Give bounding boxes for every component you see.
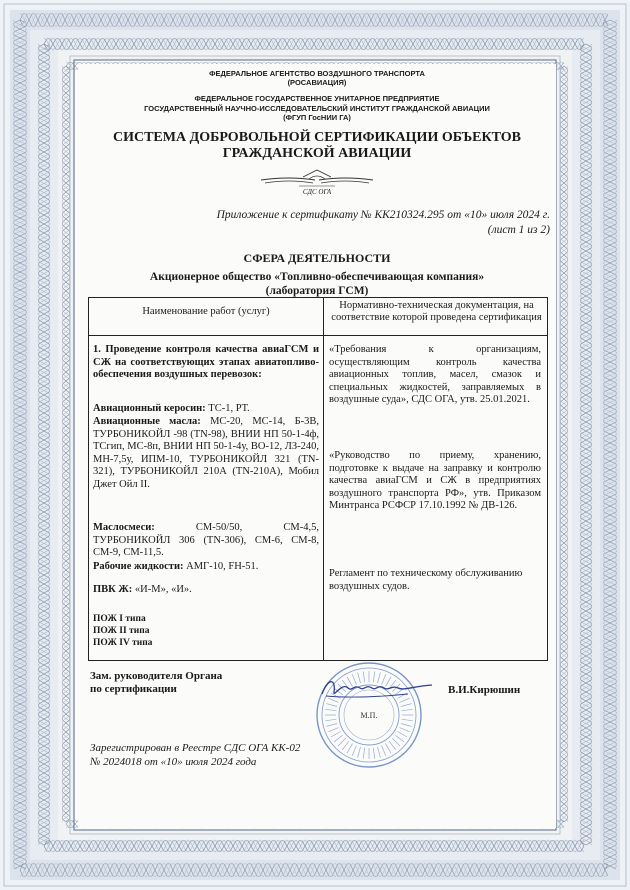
table-header-divider bbox=[89, 335, 547, 336]
signer-name: В.И.Кирюшин bbox=[448, 684, 521, 696]
signer-title-line-1: Зам. руководителя Органа bbox=[90, 670, 223, 682]
pvk-value: «И-М», «И». bbox=[132, 584, 192, 595]
oil-mixtures-row bbox=[93, 522, 319, 560]
company-name bbox=[78, 270, 556, 298]
pvk-label: ПВК Ж: bbox=[93, 584, 133, 595]
fluids-label: Рабочие жидкости: bbox=[93, 561, 184, 572]
signer-title bbox=[90, 670, 222, 696]
logo-text: СДС ОГА bbox=[302, 188, 332, 196]
system-title-line-1: СИСТЕМА ДОБРОВОЛЬНОЙ СЕРТИФИКАЦИИ ОБЪЕКТОВ bbox=[112, 130, 522, 145]
sds-oga-logo bbox=[259, 167, 375, 197]
mixtures-label: Маслосмеси: bbox=[93, 522, 155, 533]
organization-header bbox=[78, 94, 556, 123]
aviation-oils-row bbox=[93, 416, 319, 491]
company-line-1: Акционерное общество «Топливно-обеспечивающая компания» bbox=[149, 271, 485, 283]
poz-type-4: ПОЖ IV типа bbox=[93, 638, 153, 648]
registry-record bbox=[90, 742, 300, 769]
column-header-documentation: Нормативно-техническая документация, на соответствие которой проведена сертификация bbox=[331, 300, 542, 323]
agency-header bbox=[78, 69, 556, 87]
stamp-mp-text: М.П. bbox=[360, 711, 378, 720]
company-line-2: (лаборатория ГСМ) bbox=[265, 285, 369, 297]
certificate-content bbox=[78, 64, 556, 828]
regulation-guide: «Руководство по приему, хранению, подготовке к выдаче на заправку и контролю качества авиаГСМ и СЖ в предприятиях воздушного транспорта РФ», утв. Приказом Минтранса РСФСР 17.10.1992 № ДВ-126. bbox=[329, 450, 541, 511]
kerosene-label: Авиационный керосин: bbox=[93, 403, 206, 414]
org-line-1: ФЕДЕРАЛЬНОЕ ГОСУДАРСТВЕННОЕ УНИТАРНОЕ ПРЕДПРИЯТИЕ bbox=[194, 94, 440, 103]
working-fluids-row bbox=[93, 561, 319, 574]
org-short-name: (ФГУП ГосНИИ ГА) bbox=[283, 113, 351, 122]
table-column-divider bbox=[323, 298, 324, 660]
agency-short-name: (РОСАВИАЦИЯ) bbox=[287, 78, 347, 87]
deicing-fluids-list bbox=[93, 613, 319, 649]
scope-title: СФЕРА ДЕЯТЕЛЬНОСТИ bbox=[243, 251, 391, 265]
aviation-kerosene-row bbox=[93, 403, 319, 416]
scope-table bbox=[88, 297, 548, 661]
agency-name: ФЕДЕРАЛЬНОЕ АГЕНТСТВО ВОЗДУШНОГО ТРАНСПОРТА bbox=[209, 69, 425, 78]
signer-title-line-2: по сертификации bbox=[90, 683, 177, 695]
certification-system-title bbox=[78, 130, 556, 162]
sheet-number: (лист 1 из 2) bbox=[487, 224, 550, 236]
registry-line-2: № 2024018 от «10» июля 2024 года bbox=[90, 755, 257, 768]
column-header-works: Наименование работ (услуг) bbox=[142, 306, 270, 317]
regulation-maintenance: Регламент по техническому обслуживанию воздушных судов. bbox=[329, 568, 523, 592]
oils-value: МС-20, МС-14, Б-3В, ТУРБОНИКОЙЛ -98 (TN-98), ВНИИ НП 50-1-4ф, ТСгип, МС-8п, ВНИИ НП 50-1-4у, ВО-12, ЛЗ-240, МН-7,5у, ИПМ-10, ТУРБОНИКОЙЛ 321 (TN-321), ТУРБОНИКОЙЛ 210А (TN-210А), Мобил Джет Ойл II. bbox=[93, 416, 320, 490]
section-1-title: 1. Проведение контроля качества авиаГСМ и СЖ на соответствующих этапах авиатопливо-обеспечения воздушных перевозок: bbox=[93, 344, 319, 380]
certificate-appendix-reference: Приложение к сертификату № КК210324.295 от «10» июля 2024 г. bbox=[216, 209, 550, 221]
registry-line-1: Зарегистрирован в Реестре СДС ОГА КК-02 bbox=[90, 742, 301, 754]
regulation-requirements: «Требования к организациям, осуществляющим контроль качества авиационных топлив, масел, смазок и специальных жидкостей, заправляемых в воздушные суда», СДС ОГА, утв. 25.01.2021. bbox=[329, 344, 541, 405]
oils-label: Авиационные масла: bbox=[93, 416, 201, 427]
handwritten-signature bbox=[318, 676, 436, 702]
fluids-value: АМГ-10, FH-51. bbox=[183, 561, 259, 572]
system-title-line-2: ГРАЖДАНСКОЙ АВИАЦИИ bbox=[222, 146, 412, 161]
kerosene-value: ТС-1, РТ. bbox=[205, 403, 250, 414]
mixtures-value: СМ-50/50, СМ-4,5, ТУРБОНИКОЙЛ 306 (TN-306), СМ-6, СМ-8, СМ-9, СМ-11,5. bbox=[93, 522, 319, 558]
pvk-row bbox=[93, 584, 319, 597]
poz-type-1: ПОЖ I типа bbox=[93, 614, 146, 624]
poz-type-2: ПОЖ II типа bbox=[93, 626, 150, 636]
org-line-2: ГОСУДАРСТВЕННЫЙ НАУЧНО-ИССЛЕДОВАТЕЛЬСКИЙ ИНСТИТУТ ГРАЖДАНСКОЙ АВИАЦИИ bbox=[144, 103, 490, 113]
